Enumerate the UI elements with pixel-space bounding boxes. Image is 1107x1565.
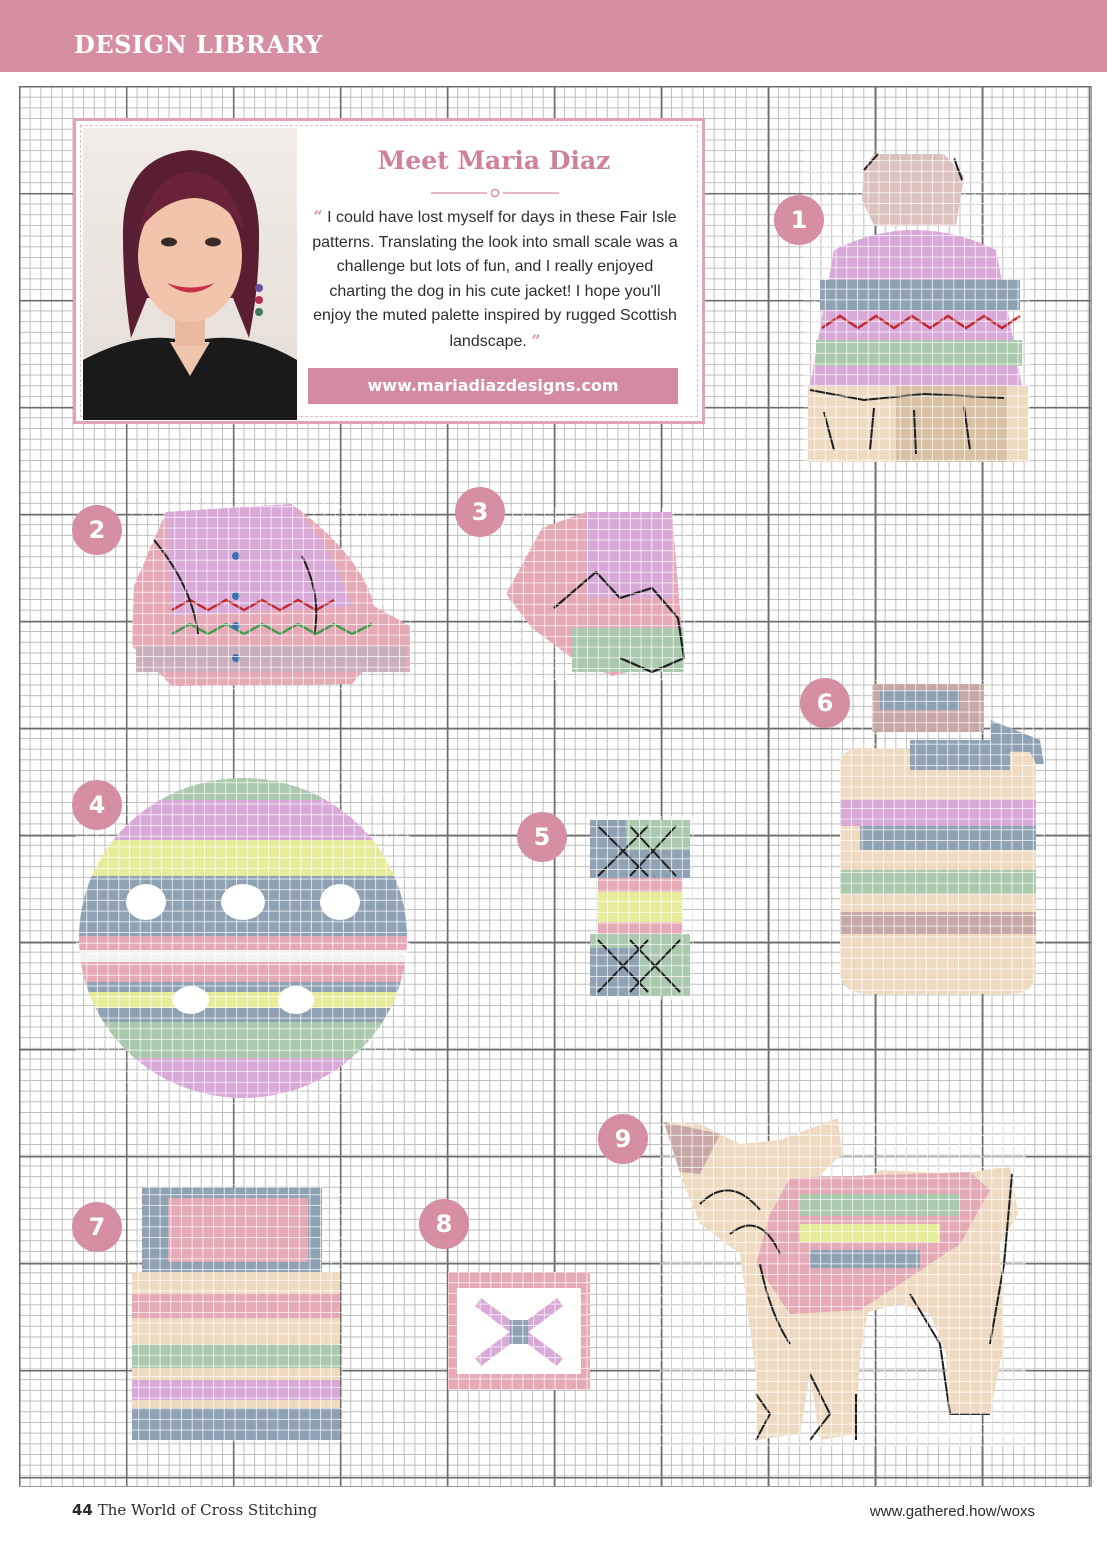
footer-url[interactable]: www.gathered.how/woxs [869,1503,1035,1520]
open-quote-mark: “ [313,207,323,226]
designer-website-link[interactable]: www.mariadiazdesigns.com [308,368,678,404]
ornamental-divider [431,187,559,199]
chart-4-bauble [76,772,410,1106]
chart-number-badge: 4 [72,780,122,830]
chart-number-badge: 7 [72,1202,122,1252]
portrait-illustration [83,128,297,420]
chart-number-badge: 3 [455,487,505,537]
page-number: 44 [72,1501,93,1519]
chart-number-badge: 2 [72,505,122,555]
designer-card [73,118,705,424]
designer-quote [310,205,680,354]
quote-text: I could have lost myself for days in these Fair Isle patterns. Translating the look into small scale was a challenge but lots of fun, and I really enjoyed charting the dog in his cute jacket! I hope you'll enjoy the muted palette inspired by rugged Scottish landscape. [312,209,678,350]
chart-1-bobble-hat [804,150,1030,468]
chart-7-jumper [128,1184,344,1444]
chart-2-hat [132,496,412,692]
chart-number-badge: 8 [419,1199,469,1249]
designer-name: Meet Maria Diaz [377,146,611,175]
chart-5-bow-tie [586,816,694,1000]
chart-9-dog-in-jacket [660,1114,1026,1446]
magazine-title: The World of Cross Stitching [97,1501,318,1519]
designer-photo [83,128,297,420]
header-bar [0,0,1107,72]
chart-6-mitten [830,680,1050,998]
section-title: DESIGN LIBRARY [74,30,323,59]
chart-number-badge: 5 [517,812,567,862]
footer-folio [72,1501,317,1519]
close-quote-mark: ” [531,330,541,350]
chart-number-badge: 6 [800,678,850,728]
chart-number-badge: 9 [598,1114,648,1164]
chart-number-badge: 1 [774,195,824,245]
chart-8-band [448,1272,590,1390]
chart-3-mitten [502,508,696,680]
